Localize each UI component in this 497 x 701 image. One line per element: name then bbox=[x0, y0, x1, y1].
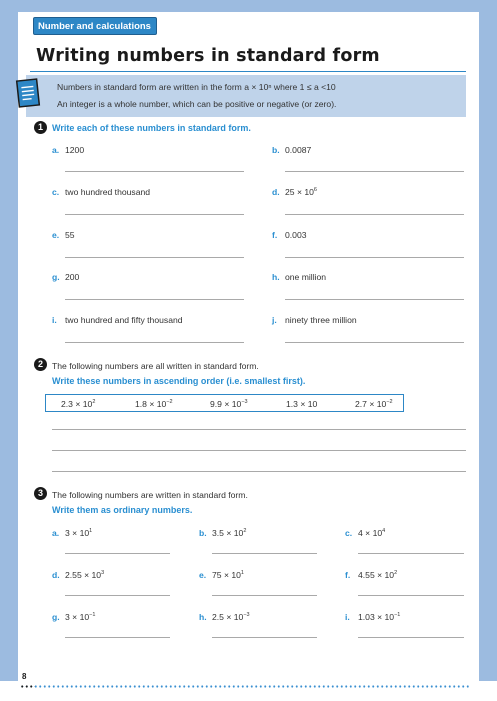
q3-item-i-letter: i. bbox=[345, 612, 350, 622]
q1-item-g-text: 200 bbox=[65, 272, 80, 282]
q1-answer-line-j[interactable] bbox=[285, 342, 464, 343]
q3-answer-line-c[interactable] bbox=[358, 553, 464, 554]
q3-item-c-text: $4 \times 10^4$ bbox=[358, 528, 386, 538]
q3-answer-line-g[interactable] bbox=[65, 637, 170, 638]
q2-answer-line-2[interactable] bbox=[52, 450, 466, 451]
q3-item-e-text: $75 \times 10^1$ bbox=[212, 570, 244, 580]
q1-item-i-letter: i. bbox=[52, 315, 57, 325]
page-frame-right bbox=[479, 0, 497, 701]
q3-item-h-text: $2.5 \times 10^{-3}$ bbox=[212, 612, 250, 622]
q1-answer-line-e[interactable] bbox=[65, 257, 244, 258]
order-number-1: $2.3 \times 10^2$ bbox=[61, 399, 96, 409]
q3-answer-line-h[interactable] bbox=[212, 637, 317, 638]
q1-item-h-letter: h. bbox=[272, 272, 280, 282]
q3-item-c-letter: c. bbox=[345, 528, 353, 538]
question-2-intro: The following numbers are all written in standard form. bbox=[52, 361, 259, 371]
q3-item-g-text: $3 \times 10^{-1}$ bbox=[65, 612, 96, 622]
q1-answer-line-f[interactable] bbox=[285, 257, 464, 258]
question-3-instruction: Write them as ordinary numbers. bbox=[52, 505, 193, 515]
q1-item-c-text: two hundred thousand bbox=[65, 187, 151, 197]
q1-answer-line-d[interactable] bbox=[285, 214, 464, 215]
question-1-number: 1 bbox=[34, 121, 47, 134]
q1-item-e-letter: e. bbox=[52, 230, 60, 240]
q1-item-h-text: one million bbox=[285, 272, 327, 282]
page-title: Writing numbers in standard form bbox=[36, 46, 380, 66]
q1-item-d-letter: d. bbox=[272, 187, 280, 197]
q1-item-d-text: $25 \times 10^6$ bbox=[285, 187, 317, 197]
notepad-icon bbox=[14, 78, 42, 108]
q1-answer-line-a[interactable] bbox=[65, 171, 244, 172]
title-divider bbox=[30, 71, 466, 72]
q2-answer-line-1[interactable] bbox=[52, 429, 466, 430]
question-2-number: 2 bbox=[34, 358, 47, 371]
q1-item-f-letter: f. bbox=[272, 230, 278, 240]
section-tab: Number and calculations bbox=[33, 17, 157, 35]
footer-dotted-rule bbox=[20, 685, 470, 688]
q3-item-f-letter: f. bbox=[345, 570, 351, 580]
q3-item-f-text: $4.55 \times 10^2$ bbox=[358, 570, 398, 580]
q3-item-a-text: $3 \times 10^1$ bbox=[65, 528, 93, 538]
q1-answer-line-g[interactable] bbox=[65, 299, 244, 300]
question-2-instruction: Write these numbers in ascending order (i.e. smallest first). bbox=[52, 376, 306, 386]
q1-item-g-letter: g. bbox=[52, 272, 60, 282]
q1-answer-line-i[interactable] bbox=[65, 342, 244, 343]
info-line-integer: An integer is a whole number, which can be positive or negative (or zero). bbox=[57, 99, 337, 109]
q1-item-b-letter: b. bbox=[272, 145, 280, 155]
question-3-number: 3 bbox=[34, 487, 47, 500]
q3-item-d-text: $2.55 \times 10^3$ bbox=[65, 570, 105, 580]
numbers-to-order-box bbox=[45, 394, 404, 412]
q1-item-a-text: 1200 bbox=[65, 145, 85, 155]
page-footer-band bbox=[0, 681, 497, 701]
q3-item-g-letter: g. bbox=[52, 612, 60, 622]
q3-item-h-letter: h. bbox=[199, 612, 207, 622]
q1-item-c-letter: c. bbox=[52, 187, 60, 197]
q1-answer-line-h[interactable] bbox=[285, 299, 464, 300]
order-number-5: $2.7 \times 10^{-2}$ bbox=[355, 399, 393, 409]
q1-answer-line-c[interactable] bbox=[65, 214, 244, 215]
q3-item-d-letter: d. bbox=[52, 570, 60, 580]
q1-item-j-text: ninety three million bbox=[285, 315, 357, 325]
question-1-instruction: Write each of these numbers in standard form. bbox=[52, 123, 251, 133]
q3-item-i-text: $1.03 \times 10^{-1}$ bbox=[358, 612, 401, 622]
q2-answer-line-3[interactable] bbox=[52, 471, 466, 472]
q3-item-e-letter: e. bbox=[199, 570, 207, 580]
q3-item-b-text: $3.5 \times 10^2$ bbox=[212, 528, 247, 538]
order-number-3: $9.9 \times 10^{-3}$ bbox=[210, 399, 248, 409]
q3-answer-line-a[interactable] bbox=[65, 553, 170, 554]
order-number-2: $1.8 \times 10^{-2}$ bbox=[135, 399, 173, 409]
q1-item-j-letter: j. bbox=[272, 315, 277, 325]
question-3-intro: The following numbers are written in standard form. bbox=[52, 490, 248, 500]
q3-answer-line-i[interactable] bbox=[358, 637, 464, 638]
page-frame-top bbox=[0, 0, 497, 12]
info-line-standard-form: Numbers in standard form are written in the form a × 10ⁿ where 1 ≤ a <10 bbox=[57, 82, 336, 92]
q3-item-a-letter: a. bbox=[52, 528, 60, 538]
q1-item-i-text: two hundred and fifty thousand bbox=[65, 315, 183, 325]
q1-answer-line-b[interactable] bbox=[285, 171, 464, 172]
q3-answer-line-d[interactable] bbox=[65, 595, 170, 596]
footer-dotted-rule-dark bbox=[20, 685, 35, 688]
q3-answer-line-e[interactable] bbox=[212, 595, 317, 596]
q3-item-b-letter: b. bbox=[199, 528, 207, 538]
q1-item-a-letter: a. bbox=[52, 145, 60, 155]
q3-answer-line-b[interactable] bbox=[212, 553, 317, 554]
order-number-4: 1.3 × 10 bbox=[286, 399, 318, 409]
page-number: 8 bbox=[22, 672, 27, 681]
q1-item-b-text: 0.0087 bbox=[285, 145, 312, 155]
q1-item-f-text: 0.003 bbox=[285, 230, 307, 240]
q3-answer-line-f[interactable] bbox=[358, 595, 464, 596]
q1-item-e-text: 55 bbox=[65, 230, 75, 240]
